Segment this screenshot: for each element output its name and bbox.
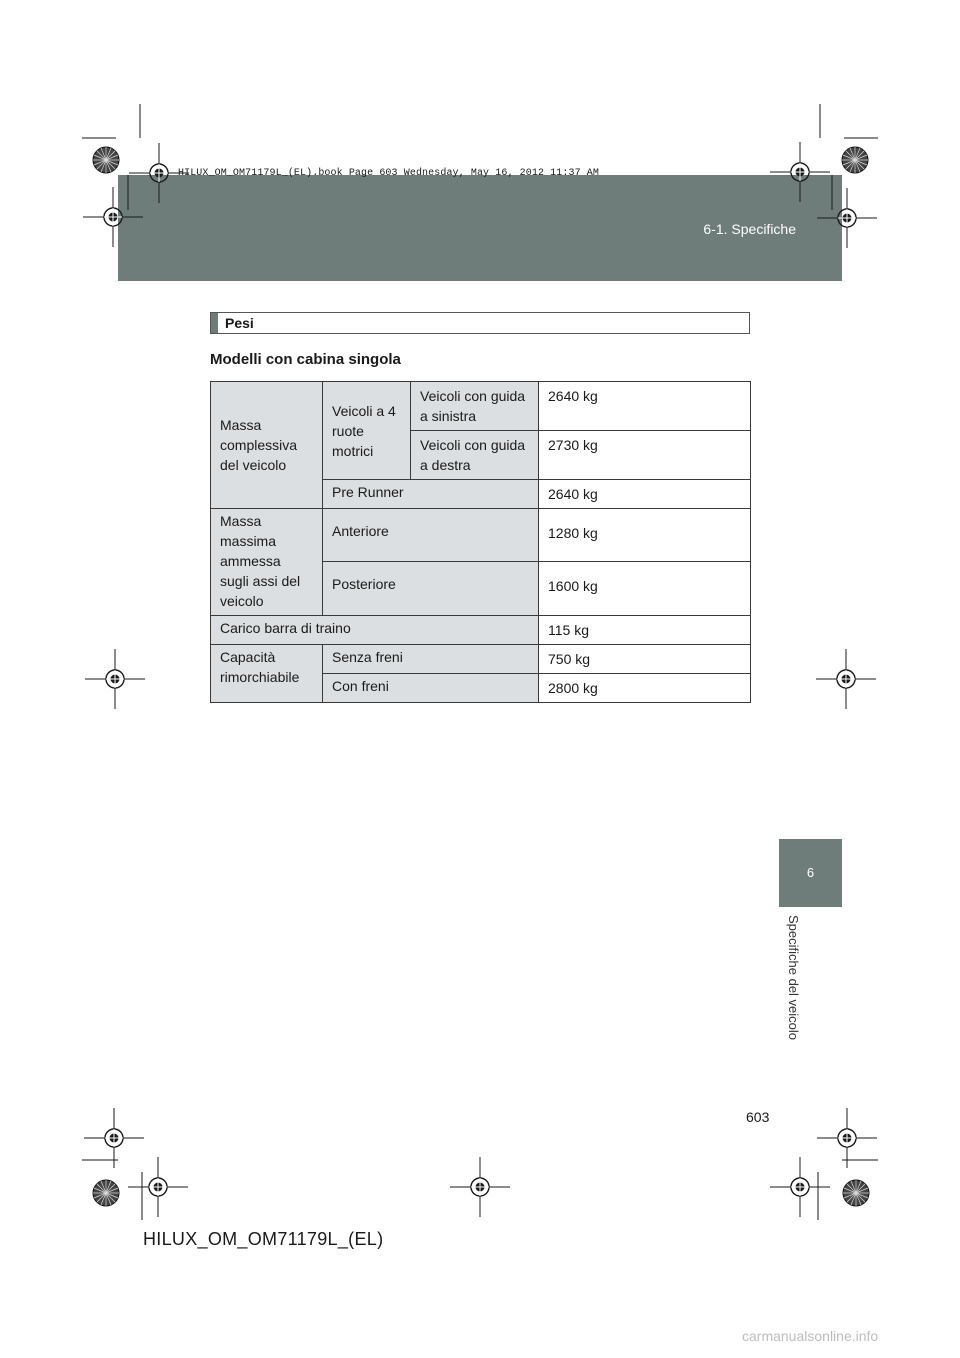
section-heading: [210, 312, 750, 334]
chapter-tab: [779, 839, 842, 907]
towbar-load-value: 115 kg: [539, 616, 751, 645]
page-number: 603: [746, 1109, 770, 1125]
document-code: HILUX_OM_OM71179L_(EL): [143, 1229, 384, 1249]
left-hand-drive-label: Veicoli con guida a sinistra: [411, 382, 539, 431]
pre-runner-label: Pre Runner: [323, 480, 539, 509]
table-row: [211, 645, 751, 674]
heading-accent-bar: [211, 313, 218, 333]
rear-axle-label: Posteriore: [323, 561, 539, 615]
right-hand-drive-label: Veicoli con guida a destra: [411, 431, 539, 480]
table-row: [211, 616, 751, 645]
unbraked-label: Senza freni: [323, 645, 539, 674]
print-stamp: HILUX_OM_OM71179L_(EL).book Page 603 Wednesday, May 16, 2012 11:37 AM: [178, 168, 599, 179]
watermark: carmanualsonline.info: [742, 1328, 879, 1344]
left-hand-drive-value: 2640 kg: [539, 382, 751, 431]
front-axle-value: 1280 kg: [539, 509, 751, 562]
towbar-load-label: Carico barra di traino: [211, 616, 539, 645]
weights-table: [210, 381, 751, 703]
section-heading-text: Pesi: [225, 315, 254, 331]
front-axle-label: Anteriore: [323, 509, 539, 562]
chapter-number: 6: [806, 865, 815, 880]
pre-runner-value: 2640 kg: [539, 480, 751, 509]
braked-value: 2800 kg: [539, 674, 751, 703]
four-wheel-drive-label: Veicoli a 4 ruote motrici: [323, 382, 411, 480]
rear-axle-value: 1600 kg: [539, 561, 751, 615]
axle-mass-label: Massa massima ammessa sugli assi del veicolo: [211, 509, 323, 616]
braked-label: Con freni: [323, 674, 539, 703]
table-row: [211, 382, 751, 431]
table-row: [211, 509, 751, 562]
right-hand-drive-value: 2730 kg: [539, 431, 751, 480]
chapter-label: Specifiche del veicolo: [786, 915, 801, 1041]
section-title: 6-1. Specifiche: [703, 221, 796, 237]
table-subtitle: Modelli con cabina singola: [210, 351, 401, 368]
unbraked-value: 750 kg: [539, 645, 751, 674]
towing-capacity-label: Capacità rimorchiabile: [211, 645, 323, 703]
gross-mass-label: Massa complessiva del veicolo: [211, 382, 323, 509]
